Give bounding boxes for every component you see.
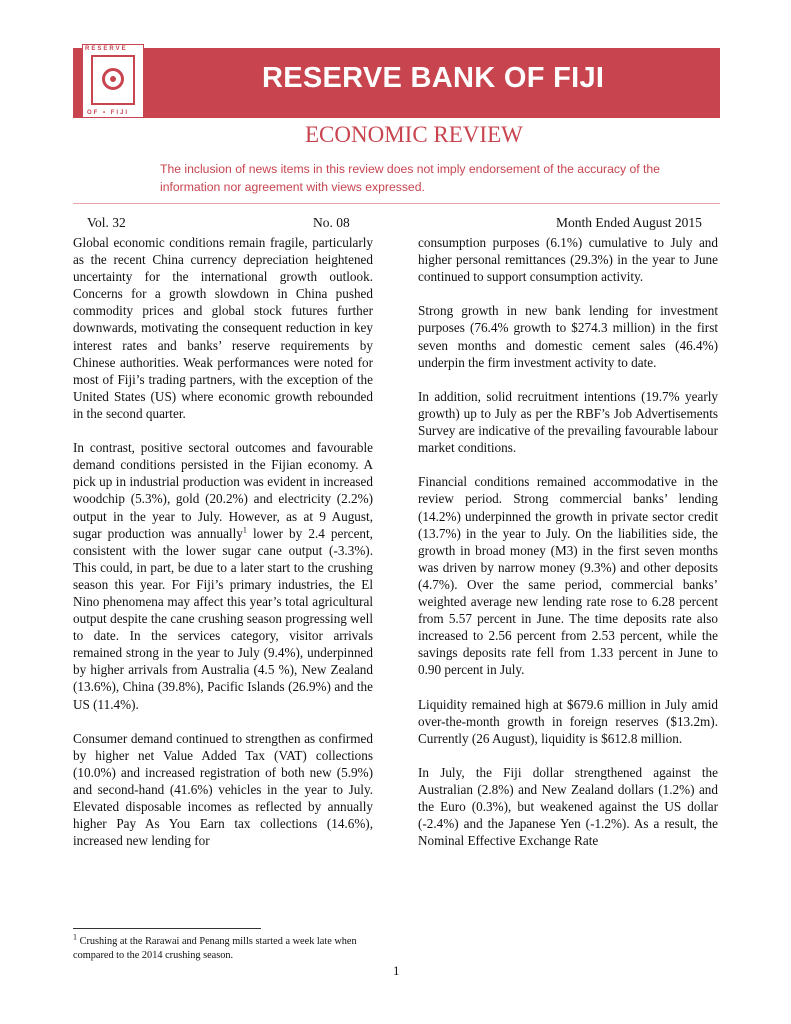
- footnote-marker: 1: [73, 932, 77, 942]
- paragraph-consumer-demand: Consumer demand continued to strengthen as confirmed by higher net Value Added Tax (VAT) collections (10.0%) and increased registration of both new (5.9%) and second-hand (41.6%) vehicles in the year to July. Elevated disposable incomes as reflected by annually higher Pay As You Earn tax collections (14.6%), increased new lending for: [73, 730, 373, 849]
- paragraph-investment: Strong growth in new bank lending for investment purposes (76.4% growth to $274.3 million) in the first seven months and domestic cement sales (46.4%) underpin the firm investment activity to date.: [418, 303, 718, 370]
- bank-name: RESERVE BANK OF FIJI: [262, 62, 605, 94]
- paragraph-financial-conditions: Financial conditions remained accommodative in the review period. Strong commercial banks’ lending (14.2%) underpinned the growth in private sector credit (13.7%) in the year to July. On the liabilities side, the growth in broad money (M3) in the first seven months was driven by narrow money (9.3%) and other deposits (4.7%). Over the same period, commercial banks’ weighted average new lending rate rose to 6.28 percent from 5.57 percent in June. The time deposits rate also increased to 2.56 percent from 2.53 percent, while the savings deposits rate fell from 1.33 percent in June to 0.90 percent in July.: [418, 474, 718, 678]
- paragraph-text: In contrast, positive sectoral outcomes and favourable demand conditions persisted in the Fijian economy. A pick up in industrial production was evident in increased woodchip (5.3%), gold (20.2%) and electricity (2.2%) output in the year to July. However, as at 9 August, sugar production was annually: [73, 440, 373, 541]
- logo-text-bottom: OF • FIJI: [87, 110, 130, 116]
- paragraph-labour-market: In addition, solid recruitment intentions (19.7% yearly growth) up to July as per the RBF’s Job Advertisements Survey are indicative of the prevailing favourable labour market conditions.: [418, 388, 718, 456]
- paragraph-text: lower by 2.4 percent, consistent with the lower sugar cane output (-3.3%). This could, in part, be due to a later start to the crushing season this year. For Fiji’s primary industries, the El Nino phenomena may affect this year’s total agricultural output despite the cane crushing season progressing well to date. In the services category, visitor arrivals remained strong in the year to July (9.4%), underpinned by higher arrivals from Australia (4.5 %), New Zealand (13.6%), China (39.8%), Pacific Islands (26.9%) and the US (11.4%).: [73, 525, 373, 712]
- paragraph-consumption: consumption purposes (6.1%) cumulative to July and higher personal remittances (29.3%) in the year to June continued to support consumption activity.: [418, 235, 718, 285]
- review-title: ECONOMIC REVIEW: [305, 122, 523, 147]
- logo-frame: [91, 55, 135, 105]
- right-column: [418, 234, 718, 866]
- left-column: [73, 234, 373, 866]
- header-divider: [73, 203, 720, 204]
- paragraph-global-conditions: Global economic conditions remain fragile, particularly as the recent China currency depreciation heightened uncertainty for the international growth outlook. Concerns for a growth slowdown in China pushed commodity prices and global stock futures further downwards, motivating the consequent reduction in key interest rates and banks’ reserve requirements by Chinese authorities. Weak performances were noted for most of Fiji’s trading partners, with the exception of the United States (US) where economic growth rebounded in the second quarter.: [73, 235, 373, 421]
- disclaimer: The inclusion of news items in this review does not imply endorsement of the accuracy of the information nor agreement with views expressed.: [160, 162, 660, 194]
- logo-emblem-icon: [102, 68, 124, 90]
- paragraph-liquidity: Liquidity remained high at $679.6 million in July amid over-the-month growth in foreign reserves ($13.2m). Currently (26 August), liquidity is $612.8 million.: [418, 696, 718, 746]
- paragraph-sectoral-outcomes: [73, 439, 373, 713]
- footnote-reference[interactable]: 1: [242, 525, 247, 535]
- issue-number: No. 08: [313, 215, 350, 230]
- footnote-text: Crushing at the Rarawai and Penang mills started a week late when compared to the 2014 crushing season.: [73, 936, 357, 961]
- rbf-logo: [82, 44, 144, 118]
- paragraph-exchange-rate: In July, the Fiji dollar strengthened against the Australian (2.8%) and New Zealand dollars (1.2%) and the Euro (0.3%), but weakened against the US dollar (-2.4%) and the Japanese Yen (-1.2%). As a result, the Nominal Effective Exchange Rate: [418, 764, 718, 849]
- footnote-divider: [73, 928, 261, 929]
- footnote: [73, 932, 383, 962]
- volume-label: Vol. 32: [87, 215, 126, 230]
- page-number: 1: [393, 963, 400, 978]
- period-label: Month Ended August 2015: [556, 215, 702, 230]
- logo-text-top: RESERVE: [85, 46, 128, 52]
